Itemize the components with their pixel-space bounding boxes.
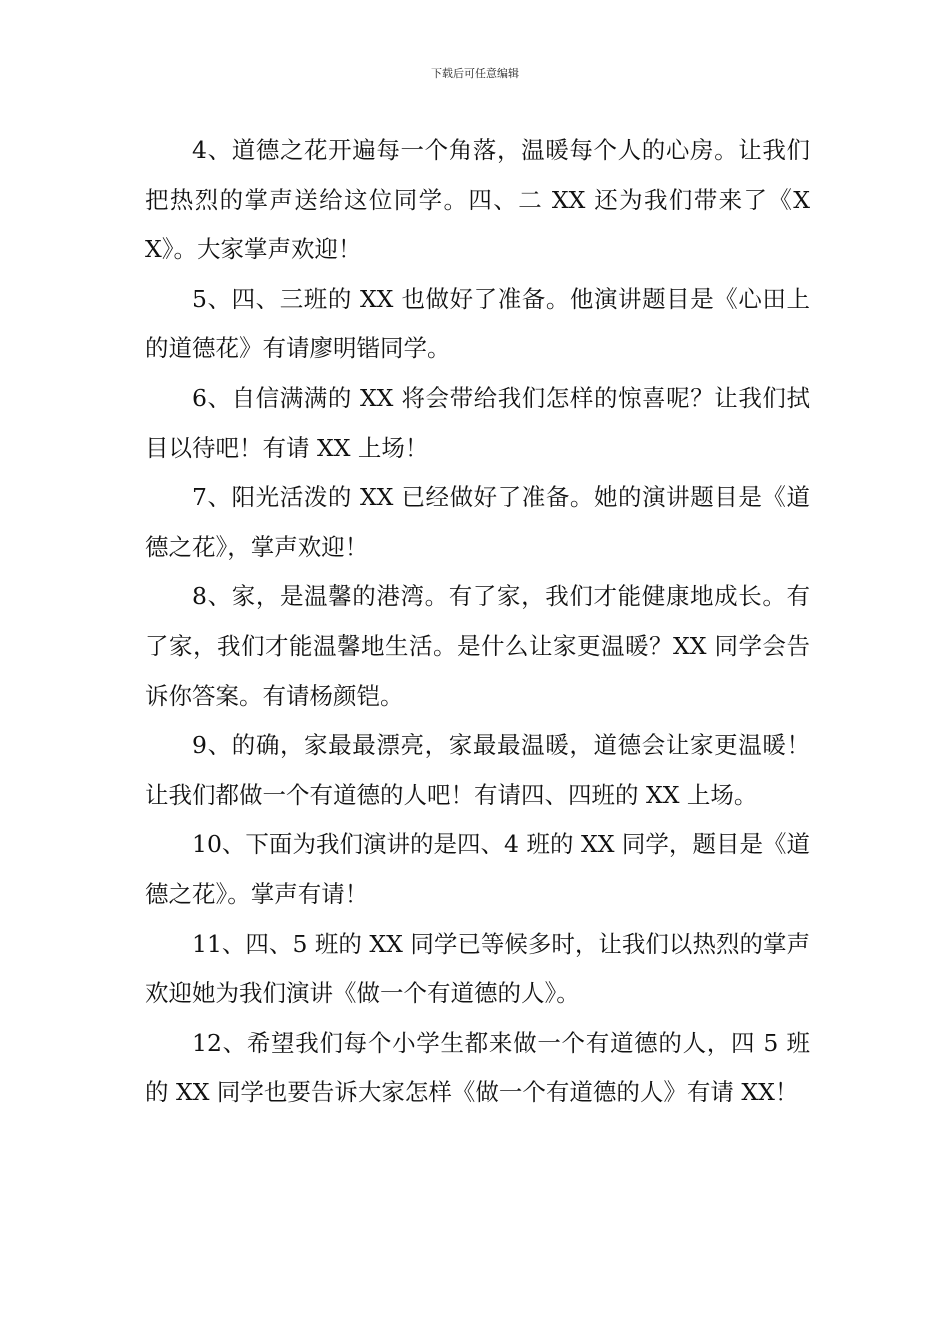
paragraph-10: 10、下面为我们演讲的是四、4 班的 XX 同学，题目是《道德之花》。掌声有请！ bbox=[145, 830, 810, 908]
paragraph-12: 12、希望我们每个小学生都来做一个有道德的人，四 5 班的 XX 同学也要告诉大家怎样《做一个有道德的人》有请 XX！ bbox=[145, 1028, 810, 1107]
paragraph-8: 8、家，是温馨的港湾。有了家，我们才能健康地成长。有了家，我们才能温馨地生活。是什么让家更温暖？XX 同学会告诉你答案。有请杨颜铠。 bbox=[145, 582, 810, 710]
paragraph-5: 5、四、三班的 XX 也做好了准备。他演讲题目是《心田上的道德花》有请廖明锴同学。 bbox=[145, 284, 810, 363]
document-body bbox=[145, 126, 810, 1118]
paragraph-9: 9、的确，家最最漂亮，家最最温暖，道德会让家更温暖！让我们都做一个有道德的人吧！有请四、四班的 XX 上场。 bbox=[145, 731, 810, 809]
paragraph-6: 6、自信满满的 XX 将会带给我们怎样的惊喜呢？让我们拭目以待吧！有请 XX 上场！ bbox=[145, 383, 810, 462]
page-header: 下载后可任意编辑 bbox=[431, 67, 519, 80]
paragraph-7: 7、阳光活泼的 XX 已经做好了准备。她的演讲题目是《道德之花》，掌声欢迎！ bbox=[145, 483, 810, 561]
paragraph-11: 11、四、5 班的 XX 同学已等候多时，让我们以热烈的掌声欢迎她为我们演讲《做一个有道德的人》。 bbox=[145, 929, 810, 1008]
paragraph-4: 4、道德之花开遍每一个角落，温暖每个人的心房。让我们把热烈的掌声送给这位同学。四、二 XX 还为我们带来了《XX》。大家掌声欢迎！ bbox=[145, 136, 810, 264]
